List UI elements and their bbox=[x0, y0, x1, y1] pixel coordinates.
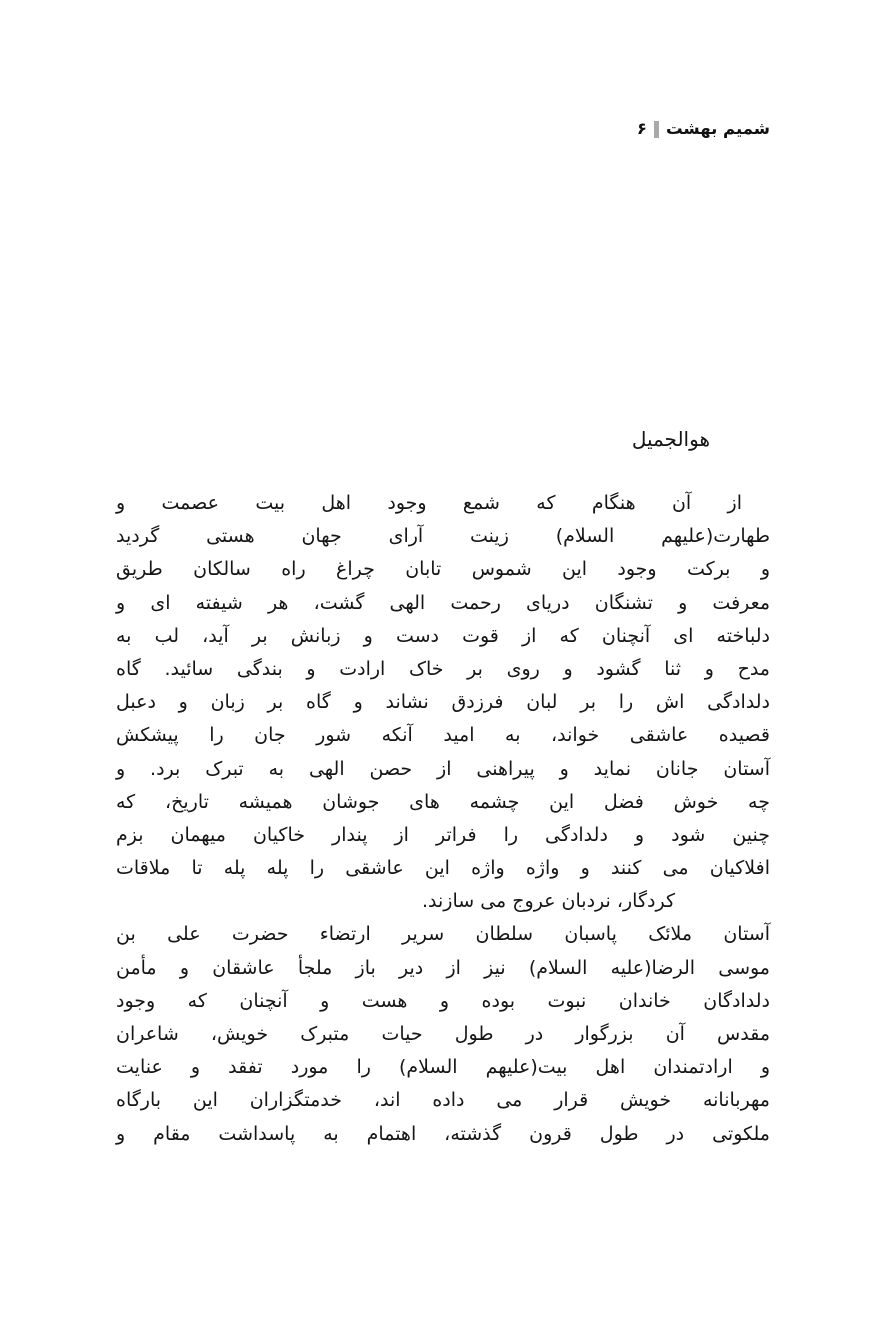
running-header bbox=[637, 117, 770, 141]
body-line: قصیده عاشقی خواند، به امید آنکه شور جان را پیشکش bbox=[116, 724, 770, 747]
body-line: مدح و ثنا گشود و روی بر خاک ارادت و بندگی سائید. گاه bbox=[116, 657, 770, 680]
header-separator-bar bbox=[654, 121, 659, 138]
body-line: دلدادگان خاندان نبوت بوده و هست و آنچنان که وجود bbox=[116, 989, 770, 1012]
header-book-title: شمیم بهشت bbox=[665, 119, 770, 138]
body-line: آستان جانان نماید و پیراهنی از حصن الهی به تبرک برد. و bbox=[116, 757, 770, 780]
body-line: طهارت(علیهم السلام) زینت آرای جهان هستی گردید bbox=[116, 525, 770, 548]
body-line: دلدادگی اش را بر لبان فرزدق نشاند و گاه بر زبان و دعبل bbox=[116, 691, 770, 714]
body-line: چنین شود و دلدادگی را فراتر از پندار خاکیان میهمان بزم bbox=[116, 823, 770, 846]
body-line: آستان ملائک پاسبان سلطان سریر ارتضاء حضرت علی بن bbox=[116, 923, 770, 946]
body-line: موسی الرضا(علیه السلام) نیز از دیر باز ملجأ عاشقان و مأمن bbox=[116, 956, 770, 979]
body-line: مقدس آن بزرگوار در طول حیات متبرک خویش، شاعران bbox=[116, 1023, 770, 1045]
body-line: افلاکیان می کنند و واژه واژه این عاشقی را پله پله تا ملاقات bbox=[116, 857, 770, 880]
body-line: از آن هنگام که شمع وجود اهل بیت عصمت و bbox=[116, 492, 742, 514]
body-text bbox=[116, 487, 770, 1151]
body-line: چه خوش فضل این چشمه های جوشان همیشه تاریخ، که bbox=[116, 790, 770, 813]
body-line: مهربانانه خویش قرار می داده اند، خدمتگزاران این بارگاه bbox=[116, 1089, 770, 1112]
body-line: ملکوتی در طول قرون گذشته، اهتمام به پاسداشت مقام و bbox=[116, 1122, 770, 1145]
body-line: معرفت و تشنگان دریای رحمت الهی گشت، هر شیفته ای و bbox=[116, 591, 770, 614]
header-page-number: ۶ bbox=[636, 119, 647, 138]
body-line: کردگار، نردبان عروج می سازند. bbox=[421, 890, 675, 913]
body-line: و برکت وجود این شموس تابان چراغ راه سالکان طریق bbox=[116, 558, 770, 581]
body-line: دلباخته ای آنچنان که از قوت دست و زبانش بر آید، لب به bbox=[116, 624, 770, 647]
invocation-heading: هوالجمیل bbox=[631, 427, 710, 451]
body-line: و ارادتمندان اهل بیت(علیهم السلام) را مورد تفقد و عنایت bbox=[116, 1056, 770, 1079]
